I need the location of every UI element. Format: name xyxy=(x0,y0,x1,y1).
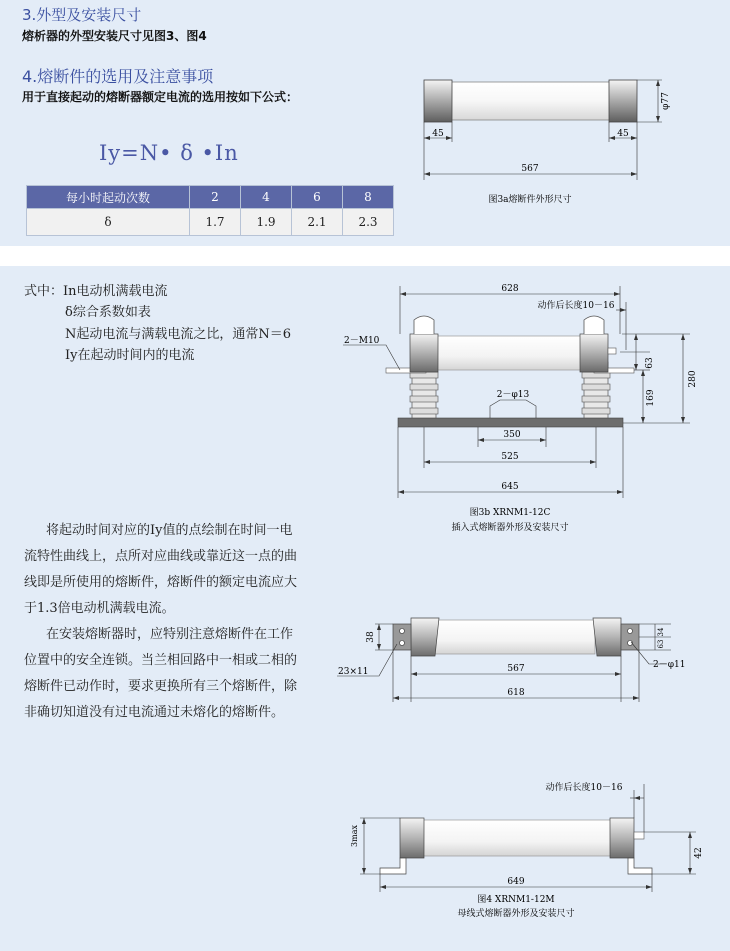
fig3b-caption-line-2: 插入式熔断器外形及安装尺寸 xyxy=(451,523,569,533)
right-terminal xyxy=(621,624,639,650)
fig3c-dim-567: 567 xyxy=(507,664,525,674)
legend-line-4: Iy在起动时间内的电流 xyxy=(65,348,195,363)
table-cell: 1.7 xyxy=(190,209,241,236)
paragraph-2-line-4: 非确切知道没有过电流通过未熔化的熔断件。 xyxy=(24,705,285,720)
right-busbar-bracket xyxy=(628,858,652,874)
fig4-caption-line-2: 母线式熔断器外形及安装尺寸 xyxy=(457,909,575,919)
fig3b-dim-350: 350 xyxy=(503,430,521,440)
base-plate xyxy=(398,418,623,427)
fuse-tube xyxy=(432,336,586,370)
fig3b-bolt: 2－M10 xyxy=(344,336,380,346)
fig4-action-length: 动作后长度10－16 xyxy=(545,783,623,793)
table-cell: 每小时起动次数 xyxy=(27,186,190,209)
legend-line-3: N起动电流与满载电流之比，通常N＝6 xyxy=(65,327,292,342)
fig3c-dim-23x11: 23×11 xyxy=(338,667,369,677)
fuse-right-cap xyxy=(593,618,621,656)
paragraph-1-line-1: 将起动时间对应的Iy值的点绘制在时间一电 xyxy=(46,523,293,538)
striker-pin xyxy=(634,832,644,839)
right-clip xyxy=(584,316,604,334)
table-cell: 4 xyxy=(241,186,292,209)
fig3c-dim-38: 38 xyxy=(366,631,376,643)
fig3b-dim-63: 63 xyxy=(645,357,655,369)
fig3c-drawing xyxy=(335,604,715,706)
left-clip xyxy=(414,316,434,334)
table-header-row xyxy=(27,186,394,209)
fig3c-dim-618: 618 xyxy=(507,688,525,698)
fig3b-dim-645: 645 xyxy=(501,482,519,492)
table-cell: δ xyxy=(27,209,190,236)
fuse-right-cap xyxy=(610,818,634,858)
fig3b-dim-628: 628 xyxy=(501,284,519,294)
section4-subtitle: 用于直接起动的熔断器额定电流的选用按如下公式： xyxy=(22,90,299,104)
fig3a-dim-left-cap: 45 xyxy=(432,129,444,139)
paragraph-2-line-3: 熔断件已动作时，要求更换所有三个熔断件，除 xyxy=(24,679,298,694)
fuse-left-cap xyxy=(411,618,439,656)
fuse-tube xyxy=(448,82,613,120)
table-cell: 2.3 xyxy=(343,209,394,236)
fig4-dim-42: 42 xyxy=(694,847,704,859)
table-cell: 2 xyxy=(190,186,241,209)
coefficient-table xyxy=(26,185,394,236)
fuse-left-cap xyxy=(400,818,424,858)
fig3b-drawing xyxy=(340,272,710,540)
fig4-dim-649: 649 xyxy=(507,877,525,887)
fig3c-dim-r2: 63 xyxy=(657,639,665,649)
fig3a-dim-total: 567 xyxy=(521,164,539,174)
section3-title: 3.外型及安装尺寸 xyxy=(22,6,142,24)
table-cell: 2.1 xyxy=(292,209,343,236)
table-cell: 6 xyxy=(292,186,343,209)
paragraph-2-line-2: 位置中的安全连锁。当兰相回路中一相或二相的 xyxy=(24,653,298,668)
legend-line-1: 式中：In电动机满载电流 xyxy=(24,284,168,299)
fig3a-caption: 图3a熔断件外形尺寸 xyxy=(488,195,572,205)
fig3b-action-length: 动作后长度10－16 xyxy=(537,301,615,311)
left-busbar-bracket xyxy=(380,858,406,874)
fig4-caption-line-1: 图4 XRNM1-12M xyxy=(477,895,555,905)
fig3a-dim-right-cap: 45 xyxy=(617,129,629,139)
paragraph-1-line-2: 流特性曲线上，点所对应曲线或靠近这一点的曲 xyxy=(24,549,298,564)
table-row xyxy=(27,209,394,236)
fig3a-drawing xyxy=(400,70,700,215)
table-cell: 8 xyxy=(343,186,394,209)
fig3b-dim-169: 169 xyxy=(646,389,656,407)
fig3c-dim-r1: 34 xyxy=(657,627,665,637)
fig3c-hole: 2－φ11 xyxy=(653,660,686,670)
table-cell: 1.9 xyxy=(241,209,292,236)
fig3a-dim-diameter: φ77 xyxy=(661,92,671,110)
fuse-tube xyxy=(435,620,595,654)
fuse-left-cap xyxy=(410,334,438,372)
fuse-right-cap xyxy=(609,80,637,122)
paragraph-2-line-1: 在安装熔断器时，应特别注意熔断件在工作 xyxy=(46,627,294,642)
section3-subtitle: 熔析器的外型安装尺寸见图3、图4 xyxy=(22,29,207,43)
fig3b-dim-525: 525 xyxy=(501,452,519,462)
fig4-drawing xyxy=(340,774,710,924)
fuse-left-cap xyxy=(424,80,452,122)
fuse-right-cap xyxy=(580,334,608,372)
fig4-dim-3max: 3max xyxy=(350,825,359,847)
paragraph-1-line-3: 线即是所使用的熔断件，熔断件的额定电流应大 xyxy=(24,575,298,590)
fuse-tube xyxy=(420,820,612,856)
formula: Iy=N• δ •In xyxy=(99,141,239,165)
fig3b-caption-line-1: 图3b XRNM1-12C xyxy=(469,508,551,518)
fig3b-dim-280: 280 xyxy=(688,370,698,388)
legend-line-2: δ综合系数如表 xyxy=(65,305,151,320)
fig3b-hole: 2－φ13 xyxy=(496,390,530,400)
section4-title: 4.熔断件的选用及注意事项 xyxy=(22,67,214,86)
paragraph-1-line-4: 于1.3倍电动机满载电流。 xyxy=(24,601,175,616)
striker-pin xyxy=(608,348,616,354)
